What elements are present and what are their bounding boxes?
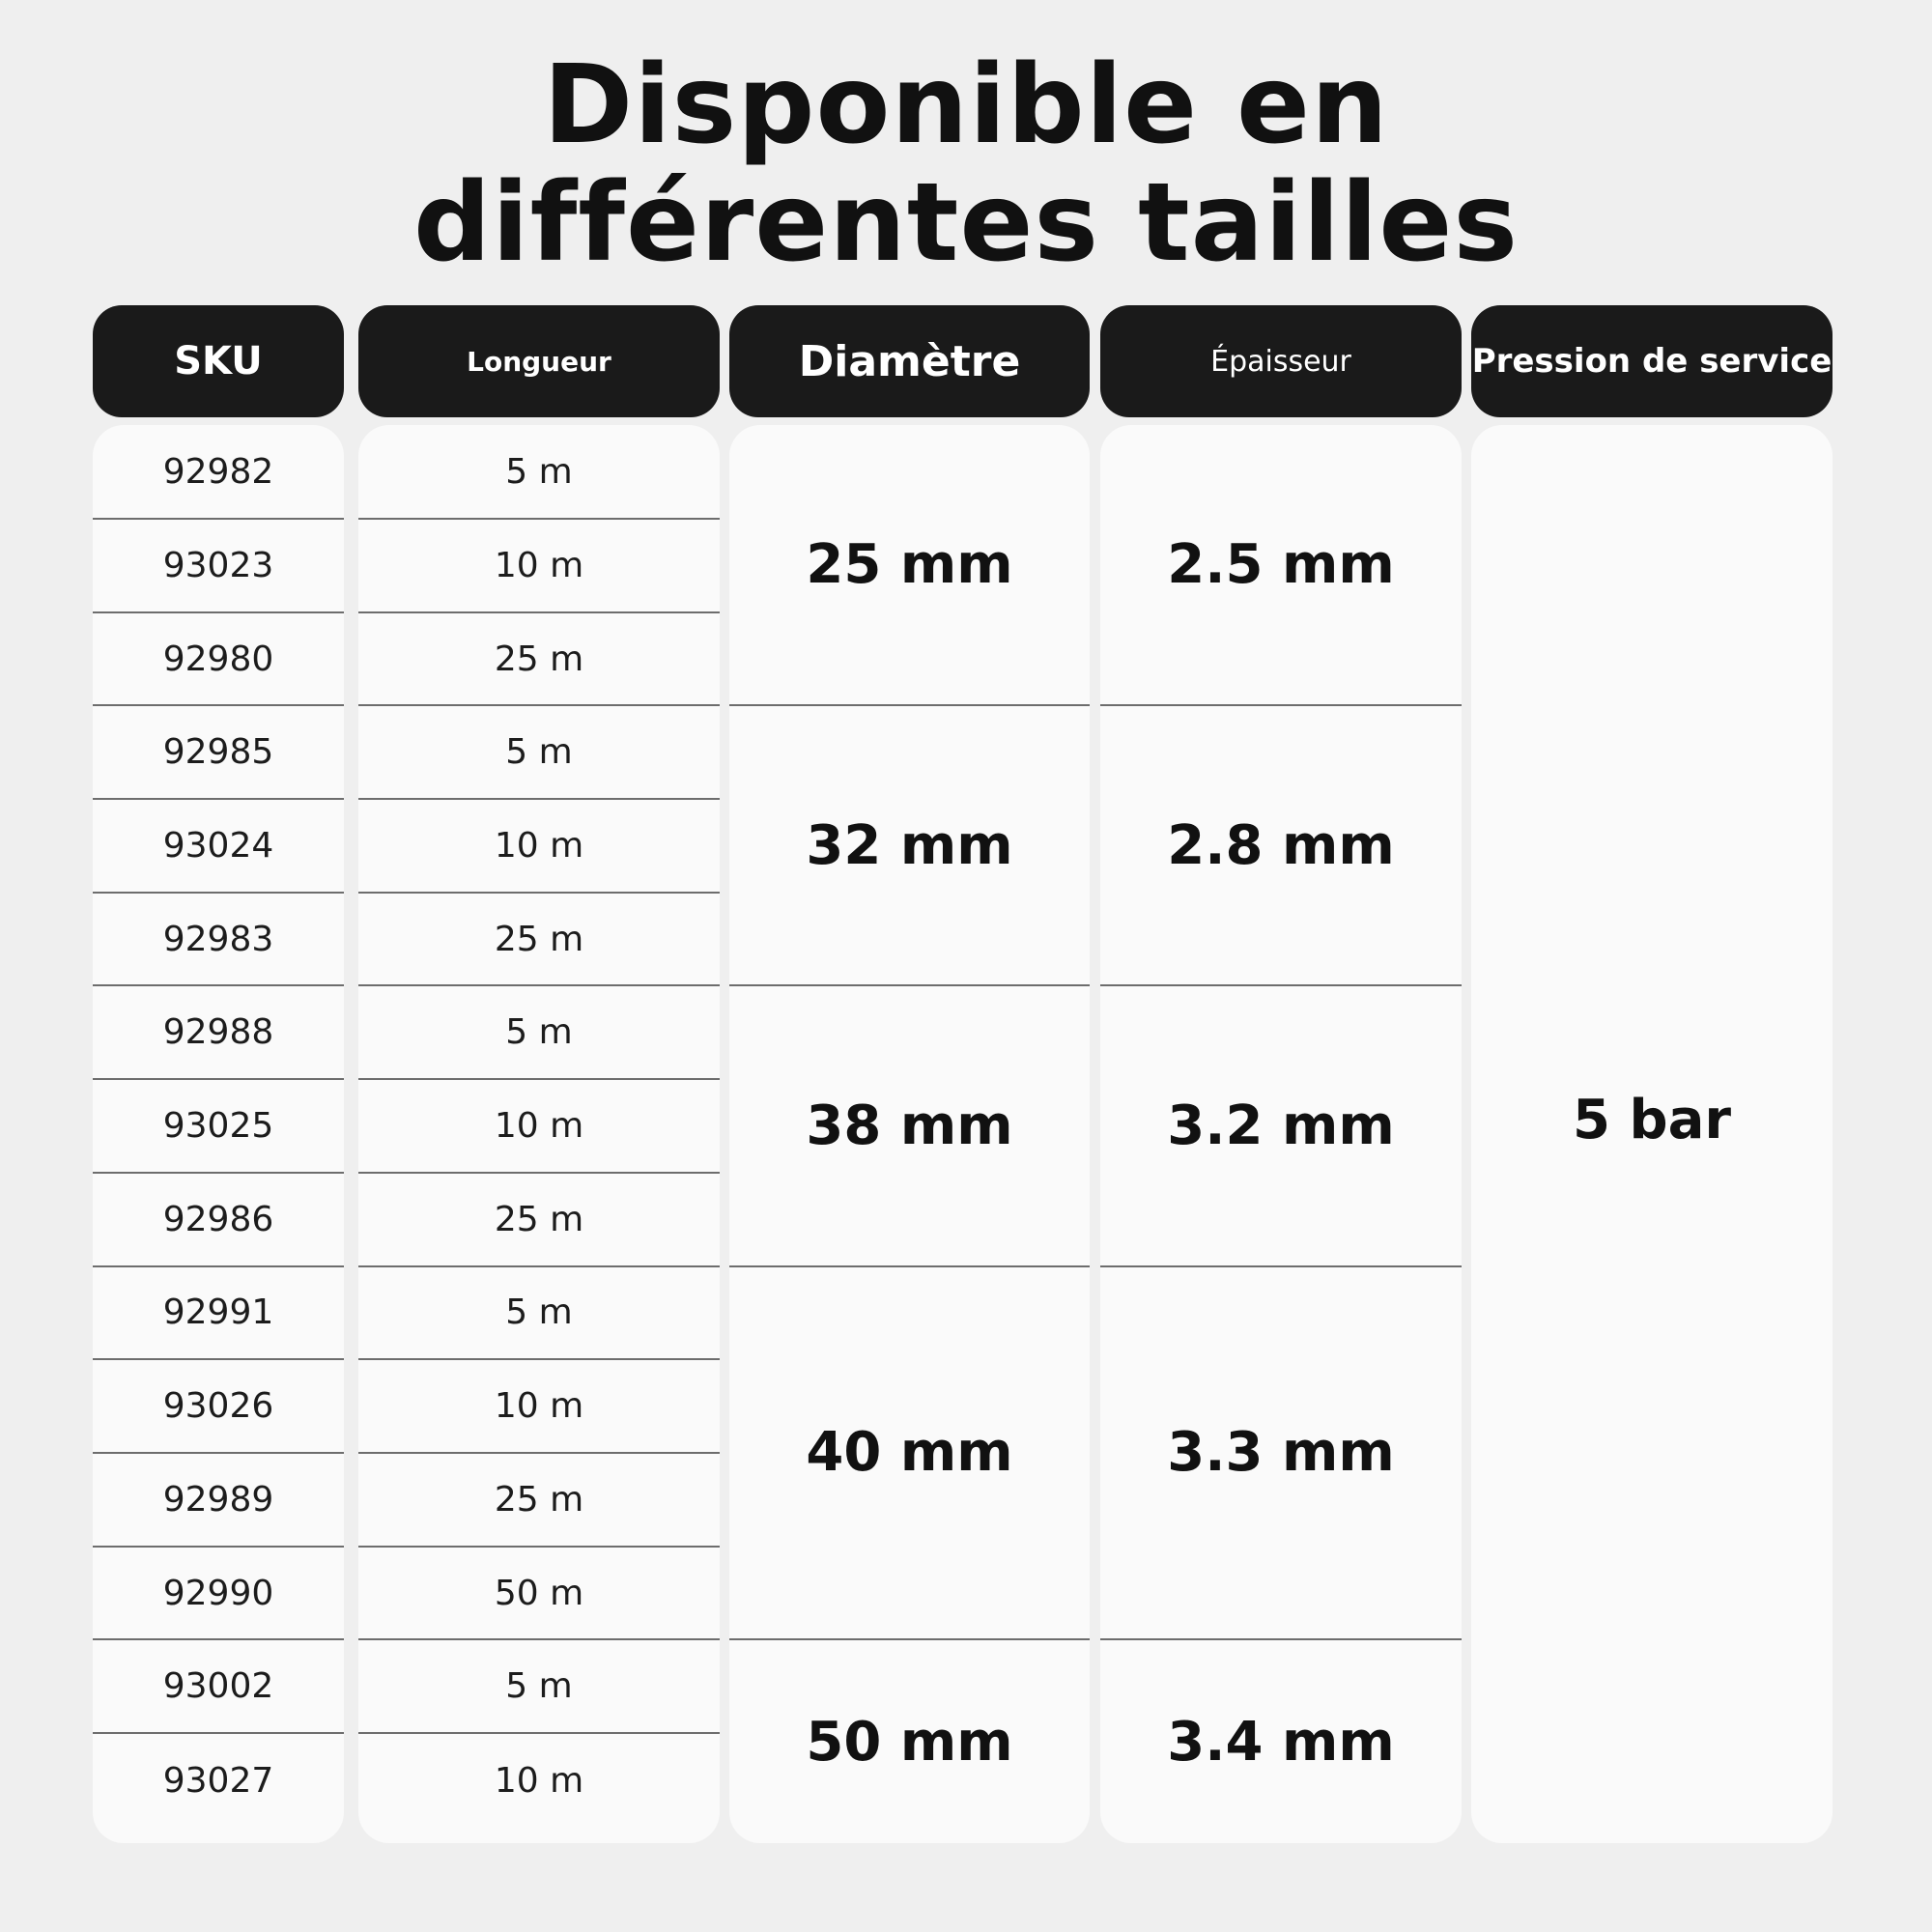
sku-cell: 92991 xyxy=(93,1267,344,1361)
page-title-line-2: différentes tailles xyxy=(413,160,1519,286)
diameter-cell: 38 mm xyxy=(729,987,1090,1267)
sku-cell: 92990 xyxy=(93,1548,344,1641)
length-cell: 5 m xyxy=(358,1267,720,1361)
thickness-cell: 3.4 mm xyxy=(1167,1710,1395,1774)
length-cell: 25 m xyxy=(358,1174,720,1267)
header-length: Longueur xyxy=(358,305,720,417)
sku-cell: 93025 xyxy=(93,1080,344,1174)
length-cell: 25 m xyxy=(358,894,720,987)
column-sku xyxy=(93,305,344,1843)
sku-cell: 93024 xyxy=(93,800,344,894)
length-cell: 25 m xyxy=(358,1454,720,1548)
page-title xyxy=(0,43,1932,286)
thickness-cell: 2.5 mm xyxy=(1100,425,1462,706)
sku-cell: 92982 xyxy=(93,425,344,520)
pressure-cells xyxy=(1471,425,1833,1843)
column-thickness xyxy=(1100,305,1462,1843)
thickness-cell: 2.8 mm xyxy=(1100,706,1462,986)
sku-cell: 93002 xyxy=(93,1640,344,1734)
length-cell: 5 m xyxy=(358,706,720,800)
sku-cell: 92983 xyxy=(93,894,344,987)
header-diameter: Diamètre xyxy=(729,305,1090,417)
header-pressure: Pression de service xyxy=(1471,305,1833,417)
sku-cell: 93026 xyxy=(93,1360,344,1454)
header-thickness: Épaisseur xyxy=(1100,305,1462,417)
sku-cell: 92986 xyxy=(93,1174,344,1267)
thickness-cell: 3.3 mm xyxy=(1100,1267,1462,1641)
length-cell: 50 m xyxy=(358,1548,720,1641)
sku-cell: 93023 xyxy=(93,520,344,613)
diameter-cell: 40 mm xyxy=(729,1267,1090,1641)
column-length xyxy=(358,305,720,1843)
diameter-cells xyxy=(729,425,1090,1843)
column-diameter xyxy=(729,305,1090,1843)
sku-cell: 92985 xyxy=(93,706,344,800)
length-cell: 5 m xyxy=(358,425,720,520)
length-cell: 10 m xyxy=(358,1080,720,1174)
length-cell: 10 m xyxy=(494,1760,584,1801)
sku-cell: 92989 xyxy=(93,1454,344,1548)
pressure-value: 5 bar xyxy=(1573,1088,1731,1151)
diameter-cell: 32 mm xyxy=(729,706,1090,986)
column-pressure xyxy=(1471,305,1833,1843)
thickness-cells xyxy=(1100,425,1462,1843)
length-cell: 5 m xyxy=(358,1640,720,1734)
length-cell: 10 m xyxy=(358,800,720,894)
length-cell: 5 m xyxy=(358,987,720,1081)
length-cells xyxy=(358,425,720,1843)
header-sku: SKU xyxy=(93,305,344,417)
diameter-cell: 50 mm xyxy=(806,1710,1013,1774)
sku-cell: 93027 xyxy=(162,1760,274,1801)
thickness-cell: 3.2 mm xyxy=(1100,987,1462,1267)
length-cell: 10 m xyxy=(358,520,720,613)
sku-cell: 92980 xyxy=(93,613,344,707)
length-cell: 25 m xyxy=(358,613,720,707)
length-cell: 10 m xyxy=(358,1360,720,1454)
sku-cell: 92988 xyxy=(93,987,344,1081)
sku-cells xyxy=(93,425,344,1843)
page-title-line-1: Disponible en xyxy=(543,43,1389,168)
diameter-cell: 25 mm xyxy=(729,425,1090,706)
